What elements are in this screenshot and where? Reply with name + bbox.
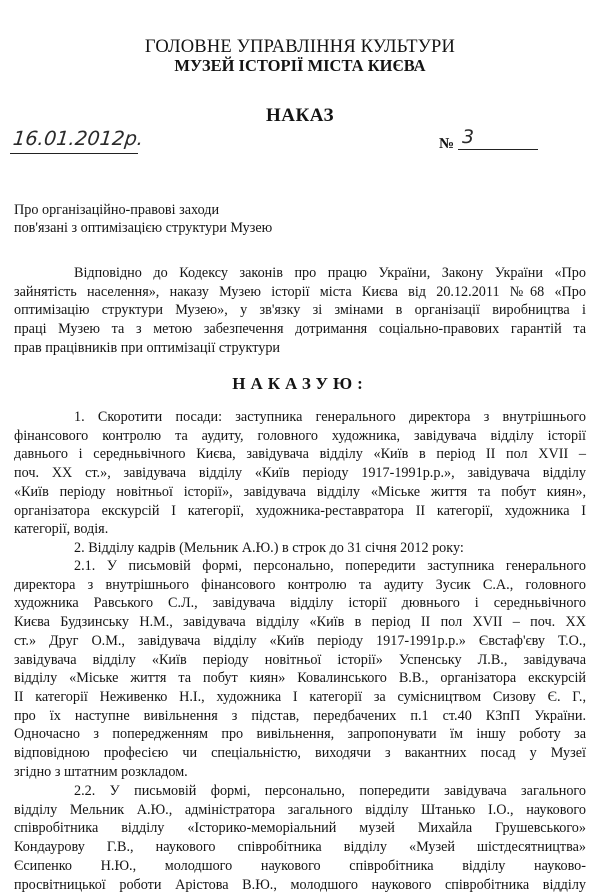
text-line: 1. Скоротити посади: заступника генерального директора з внутрішнього bbox=[74, 409, 586, 425]
text-line: відділу «Міське життя та побут киян» Ковалинського В.В., організатора екскурсій bbox=[14, 670, 586, 687]
orders-heading: НАКАЗУЮ: bbox=[232, 374, 368, 393]
order-item-2-1 bbox=[14, 557, 586, 781]
preamble-paragraph bbox=[14, 264, 586, 358]
text-line: Відповідно до Кодексу законів про працю України, Закону України «Про bbox=[74, 265, 586, 281]
text-line: Одночасно з попередженням про вивільнення, запропонувати їм іншу роботу за bbox=[14, 726, 586, 743]
order-item-2-2 bbox=[14, 782, 586, 894]
text-line: 2. Відділу кадрів (Мельник А.Ю.) в строк до 31 січня 2012 року: bbox=[74, 540, 464, 556]
text-line: директора з внутрішнього фінансового контролю та аудиту Зусик С.А., головного bbox=[14, 576, 586, 593]
text-line: фінансового контролю та аудиту, головного художника, завідувача відділу історії bbox=[14, 427, 586, 444]
subject-line: пов'язані з оптимізацією структури Музею bbox=[14, 220, 273, 236]
text-line: Києва Будзинську Н.М., завідувача відділу «Київ в період ІІ пол XVII – поч. XX bbox=[14, 614, 586, 631]
text-line: категорії, водія. bbox=[14, 521, 109, 538]
number-label: № bbox=[439, 136, 455, 152]
text-line: ст.» Друг О.М., завідувача відділу «Київ періоду 1917-1991р.р.» Євстаф'єву Т.О., bbox=[14, 632, 586, 649]
text-line: ІІ категорії Неживенко Н.І., художника І категорії за сумісництвом Сизову Є. Г., bbox=[14, 688, 586, 705]
subject-line: Про організаційно-правові заходи bbox=[14, 202, 220, 218]
text-line: завідувача відділу «Київ періоду новітньої історії» Успенську Л.В., завідувача bbox=[14, 651, 586, 668]
text-line: «Київ періоду новітньої історії», завідувача відділу «Міське життя та побут киян», bbox=[14, 483, 586, 500]
order-item-2-title bbox=[14, 539, 586, 558]
text-line: Єсипенко Н.Ю., молодшого наукового співробітника відділу науково- bbox=[14, 857, 586, 874]
text-line: організатора екскурсій І категорії, художника-реставратора ІІ категорії, художника І bbox=[14, 502, 586, 519]
text-line: 2.2. У письмовій формі, персонально, попередити завідувача загального bbox=[74, 783, 586, 799]
number-underline bbox=[458, 149, 538, 150]
handwritten-date: 16.01.2012р. bbox=[11, 127, 145, 150]
text-line: поч. XX ст.», завідувача відділу «Київ періоду 1917-1991р.р.», завідувача відділу bbox=[14, 465, 586, 482]
text-line: просвітницької роботи Арістова В.Ю., молодшого наукового співробітника відділу bbox=[14, 876, 586, 893]
handwritten-number: 3 bbox=[462, 126, 475, 148]
text-line: згідно з штатним розкладом. bbox=[14, 763, 188, 780]
text-line: про їх наступне вивільнення з підстав, передбачених п.1 ст.40 КЗпП України. bbox=[14, 707, 586, 724]
org-name-line2: МУЗЕЙ ІСТОРІЇ МІСТА КИЄВА bbox=[174, 56, 426, 75]
date-underline bbox=[10, 153, 138, 154]
document-title: НАКАЗ bbox=[265, 105, 335, 126]
org-name-line1: ГОЛОВНЕ УПРАВЛІННЯ КУЛЬТУРИ bbox=[144, 37, 456, 57]
text-line: співробітника відділу «Історико-меморіальний музей Михайла Грушевського» bbox=[14, 820, 586, 837]
text-line: праці Музею та з метою забезпечення дотримання соціально-правових гарантій та bbox=[14, 321, 586, 338]
text-line: відповідною професією чи спеціальністю, виходячи з вакантних посад у Музеї bbox=[14, 745, 586, 762]
text-line: давнього і середньвічного Києва, завідувача відділу «Київ в період ІІ пол XVII – bbox=[14, 446, 586, 463]
order-item-1 bbox=[14, 408, 586, 539]
text-line: зайнятість населення», наказу Музею історії міста Києва від 20.12.2011 №68 «Про bbox=[14, 283, 586, 300]
text-line: відділу Мельник А.Ю., адміністратора загального відділу Штанько І.О., наукового bbox=[14, 801, 586, 818]
text-line: художника Равського С.Л., завідувача відділу історії дювнього і середньвічного bbox=[14, 595, 586, 612]
text-line: прав працівників при оптимізації структури bbox=[14, 339, 281, 356]
text-line: оптимізацію структури Музею», у зв'язку зі змінами в організації виробництва і bbox=[14, 302, 586, 319]
text-line: Кондаурову Г.В., наукового співробітника відділу «Музей шістдесятництва» bbox=[14, 839, 586, 856]
text-line: 2.1. У письмовій формі, персонально, попередити заступника генерального bbox=[74, 558, 586, 574]
